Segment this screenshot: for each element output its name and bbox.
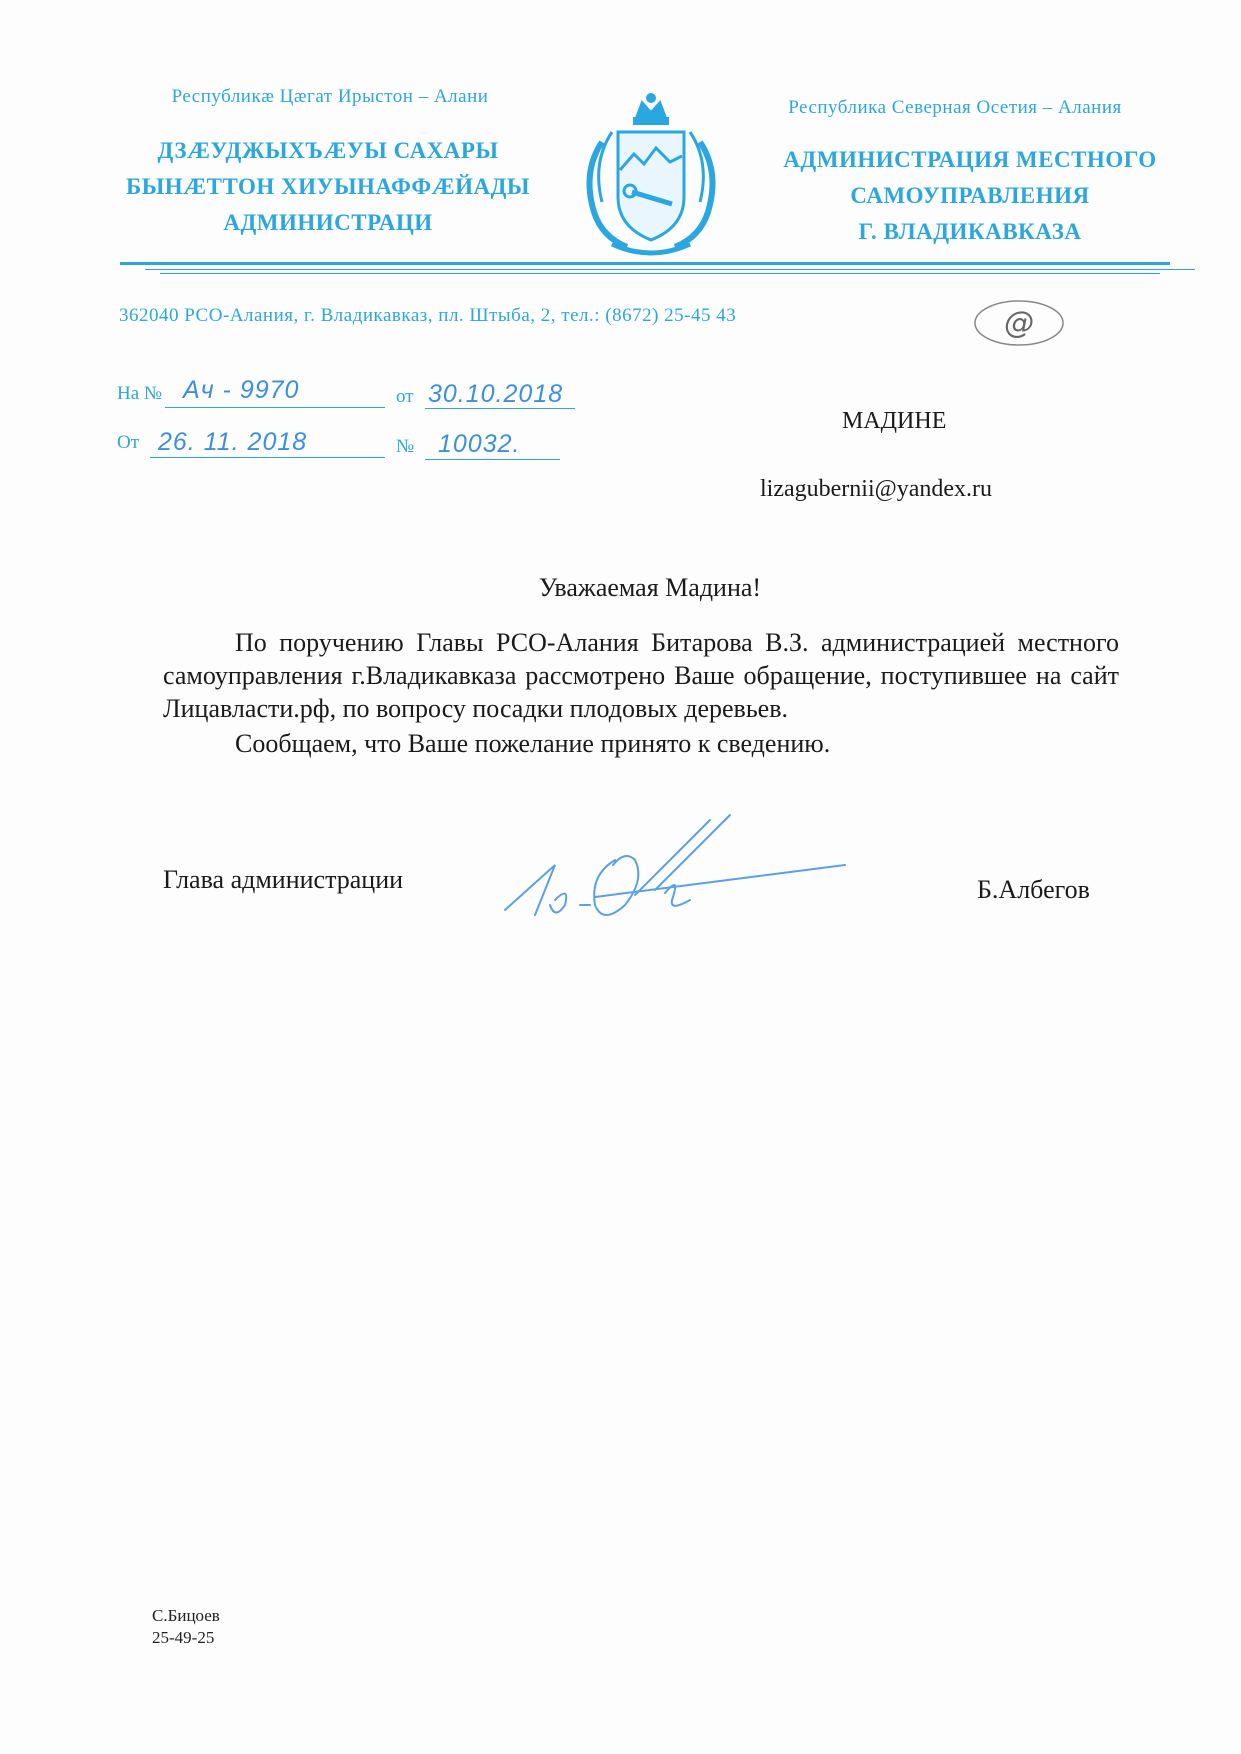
executor-phone: 25-49-25 — [152, 1628, 215, 1647]
reg-incoming-date: 30.10.2018 — [428, 380, 564, 408]
signatory-position: Глава администрации — [163, 865, 404, 894]
header-left-line: БЫНÆТТОН ХИУЫНАФФÆЙАДЫ — [125, 174, 531, 199]
header-divider — [120, 262, 1170, 265]
reg-incoming-number: Ач - 9970 — [183, 376, 300, 404]
organization-address: 362040 РСО-Алания, г. Владикавказ, пл. Штыба, 2, тел.: (8672) 25-45 43 — [119, 305, 737, 326]
signatory-name: Б.Албегов — [977, 875, 1090, 904]
header-right-line: САМОУПРАВЛЕНИЯ — [850, 183, 1090, 208]
reg-outgoing-number-label: № — [396, 436, 415, 457]
header-right-line: Г. ВЛАДИКАВКАЗА — [858, 219, 1082, 244]
header-divider-thin — [160, 273, 1160, 274]
body-paragraph: Сообщаем, что Ваше пожелание принято к сведению. — [235, 729, 831, 758]
reg-outgoing-date: 26. 11. 2018 — [158, 428, 308, 456]
reg-incoming-date-underline — [425, 408, 575, 409]
executor-name: С.Бицоев — [152, 1606, 220, 1625]
header-right-republic: Республика Северная Осетия – Алания — [788, 97, 1122, 118]
reg-outgoing-label: От — [117, 432, 140, 453]
greeting: Уважаемая Мадина! — [538, 573, 762, 602]
reg-incoming-label: На № — [117, 383, 163, 404]
recipient-name: МАДИНЕ — [842, 408, 947, 434]
reg-outgoing-date-underline — [150, 457, 385, 458]
header-left-line: АДМИНИСТРАЦИ — [223, 210, 433, 235]
body-paragraph: По поручению Главы РСО-Алания Битарова В.З. администрацией местного самоуправления г.Владикавказа рассмотрено Ваше обращение, поступившее на сайт Лицавласти.рф, по вопросу посадки плодовых деревьев. — [163, 628, 1119, 723]
at-symbol: @ — [1004, 306, 1034, 341]
reg-incoming-underline — [165, 407, 385, 408]
letter-body — [163, 626, 1119, 760]
header-left-line: ДЗÆУДЖЫХЪÆУЫ САХАРЫ — [157, 138, 499, 163]
at-stamp-mark — [972, 297, 1066, 349]
recipient-email: lizagubernii@yandex.ru — [760, 476, 993, 502]
reg-outgoing-number: 10032. — [438, 430, 521, 458]
coat-of-arms-emblem — [572, 92, 730, 256]
header-right-line: АДМИНИСТРАЦИЯ МЕСТНОГО — [783, 147, 1157, 172]
header-left-organization — [108, 133, 548, 241]
header-left-republic: Республикæ Цæгат Ирыстон – Алани — [171, 86, 489, 107]
reg-outgoing-number-underline — [425, 459, 560, 460]
reg-incoming-date-label: от — [396, 386, 414, 407]
header-divider-thin — [145, 269, 1195, 270]
handwritten-signature — [495, 805, 855, 935]
header-right-organization — [760, 142, 1180, 250]
